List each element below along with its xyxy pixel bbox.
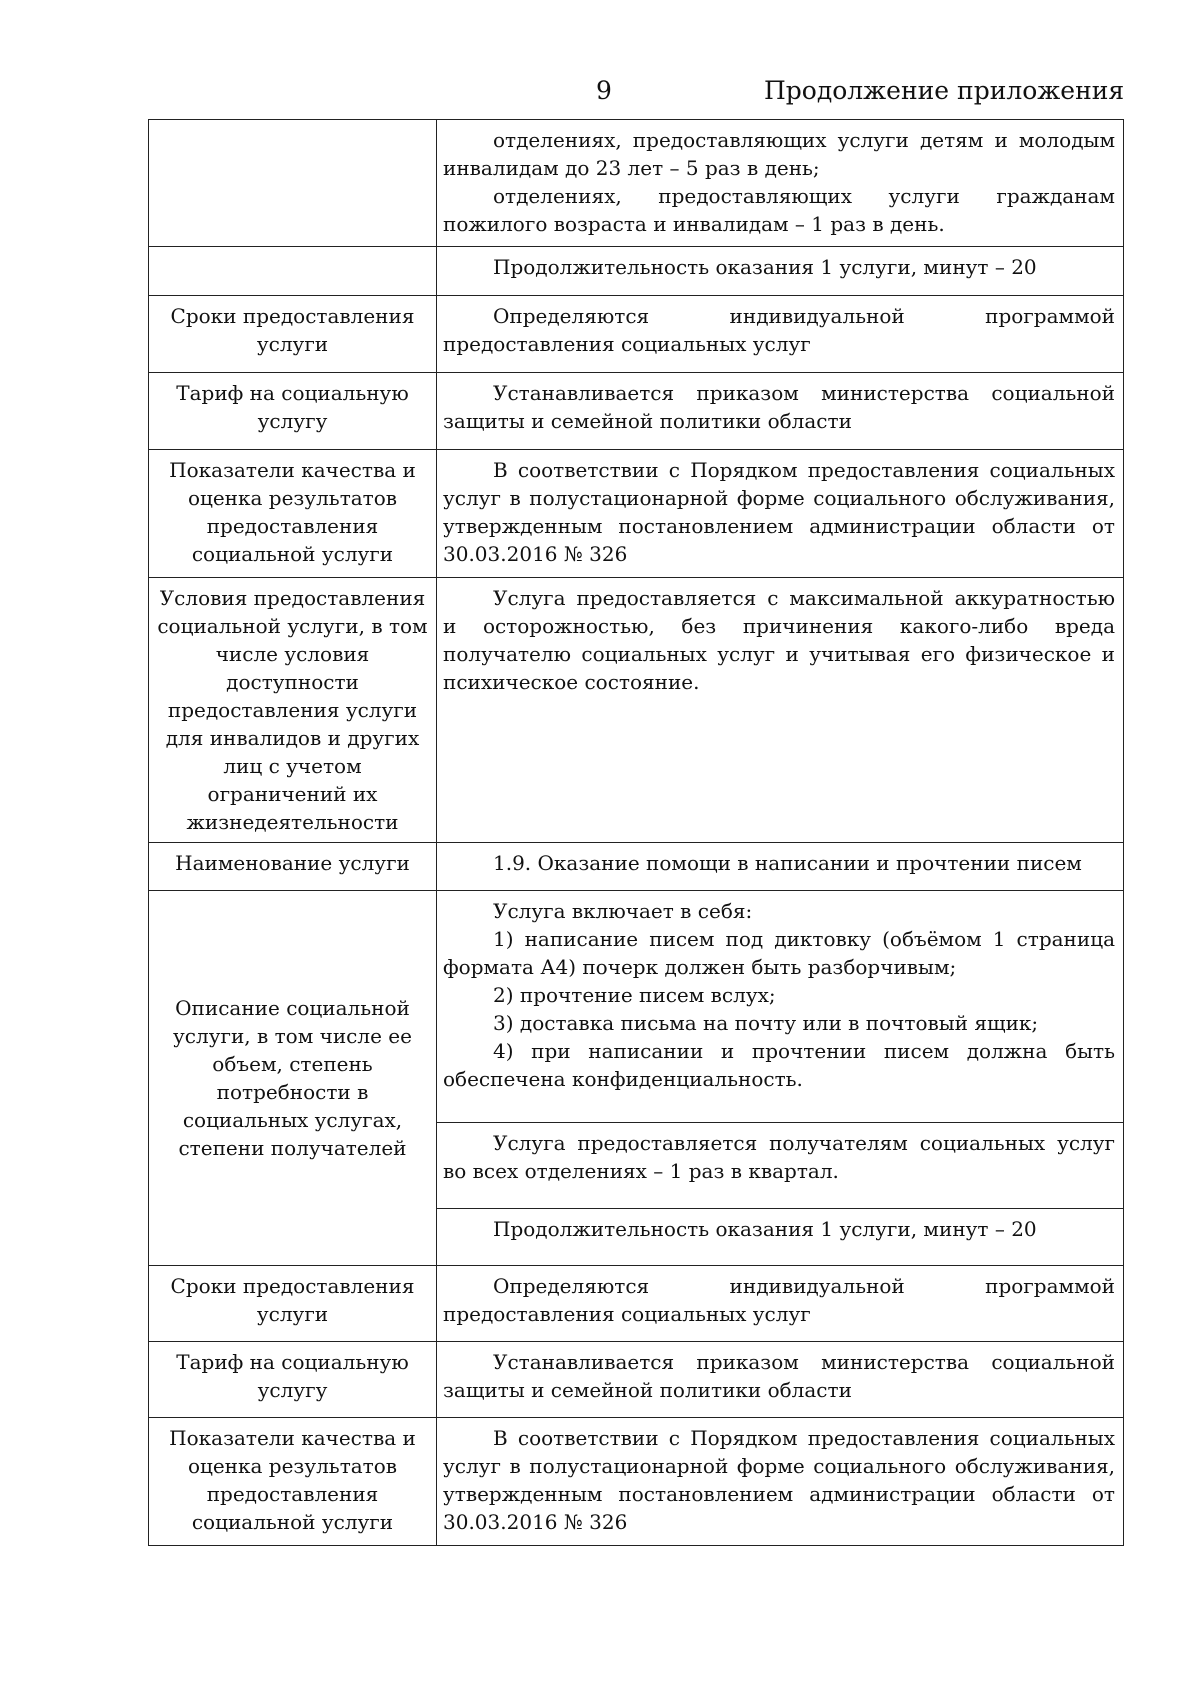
frequency-text: отделениях, предоставляющих услуги гражданам пожилого возраста и инвалидам – 1 раз в день.	[443, 184, 1115, 236]
table-row	[149, 1418, 1124, 1546]
list-item: 3) доставка письма на почту или в почтовый ящик;	[493, 1011, 1039, 1035]
table-row	[149, 843, 1124, 891]
value-cell	[437, 247, 1124, 296]
table-row	[149, 1266, 1124, 1342]
availability-text: Услуга предоставляется получателям социальных услуг во всех отделениях – 1 раз в квартал.	[443, 1131, 1115, 1183]
value-cell	[437, 450, 1124, 578]
page-number: 9	[596, 76, 612, 105]
label-cell: Наименование услуги	[149, 843, 437, 891]
value-cell	[437, 891, 1124, 1123]
label-cell: Условия предоставления социальной услуги, в том числе условия доступности предоставления услуги для инвалидов и других лиц с учетом ограничений их жизнедеятельности	[149, 578, 437, 843]
value-cell	[437, 373, 1124, 450]
list-item: 1) написание писем под диктовку (объёмом 1 страница формата А4) почерк должен быть разборчивым;	[443, 927, 1115, 979]
terms-text: Определяются индивидуальной программой предоставления социальных услуг	[443, 1274, 1115, 1326]
table-row	[149, 120, 1124, 247]
value-cell	[437, 296, 1124, 373]
label-cell: Показатели качества и оценка результатов предоставления социальной услуги	[149, 450, 437, 578]
duration-text: Продолжительность оказания 1 услуги, минут – 20	[493, 255, 1037, 279]
value-cell	[437, 1209, 1124, 1266]
table-row	[149, 450, 1124, 578]
quality-text: В соответствии с Порядком предоставления социальных услуг в полустационарной форме социального обслуживания, утвержденным постановлением администрации области от 30.03.2016 № 326	[443, 458, 1115, 566]
table-row	[149, 247, 1124, 296]
table-row	[149, 578, 1124, 843]
label-cell	[149, 247, 437, 296]
label-cell: Сроки предоставления услуги	[149, 1266, 437, 1342]
conditions-text: Услуга предоставляется с максимальной аккуратностью и осторожностью, без причинения какого-либо вреда получателю социальных услуг и учитывая его физическое и психическое состояние.	[443, 586, 1115, 694]
table-row	[149, 1342, 1124, 1418]
label-cell: Тариф на социальную услугу	[149, 1342, 437, 1418]
label-cell: Показатели качества и оценка результатов предоставления социальной услуги	[149, 1418, 437, 1546]
value-cell	[437, 578, 1124, 843]
terms-text: Определяются индивидуальной программой предоставления социальных услуг	[443, 304, 1115, 356]
value-cell	[437, 120, 1124, 247]
table-row	[149, 296, 1124, 373]
continuation-title: Продолжение приложения	[764, 76, 1125, 105]
service-name: 1.9. Оказание помощи в написании и прочтении писем	[493, 851, 1082, 875]
label-cell: Сроки предоставления услуги	[149, 296, 437, 373]
value-cell	[437, 1342, 1124, 1418]
list-item: 2) прочтение писем вслух;	[493, 983, 776, 1007]
label-cell	[149, 120, 437, 247]
table-row	[149, 373, 1124, 450]
service-table	[148, 119, 1124, 1546]
tariff-text: Устанавливается приказом министерства социальной защиты и семейной политики области	[443, 1350, 1115, 1402]
label-cell: Тариф на социальную услугу	[149, 373, 437, 450]
table-row	[149, 891, 1124, 1123]
duration-text: Продолжительность оказания 1 услуги, минут – 20	[493, 1217, 1037, 1241]
value-cell	[437, 843, 1124, 891]
value-cell	[437, 1418, 1124, 1546]
frequency-text: отделениях, предоставляющих услуги детям и молодым инвалидам до 23 лет – 5 раз в день;	[443, 128, 1115, 180]
tariff-text: Устанавливается приказом министерства социальной защиты и семейной политики области	[443, 381, 1115, 433]
page-header	[0, 76, 1200, 116]
value-cell	[437, 1123, 1124, 1209]
list-item: 4) при написании и прочтении писем должна быть обеспечена конфиденциальность.	[443, 1039, 1115, 1091]
value-cell	[437, 1266, 1124, 1342]
quality-text: В соответствии с Порядком предоставления социальных услуг в полустационарной форме социального обслуживания, утвержденным постановлением администрации области от 30.03.2016 № 326	[443, 1426, 1115, 1534]
label-cell: Описание социальной услуги, в том числе ее объем, степень потребности в социальных услугах, степени получателей	[149, 891, 437, 1266]
description-intro: Услуга включает в себя:	[493, 899, 753, 923]
